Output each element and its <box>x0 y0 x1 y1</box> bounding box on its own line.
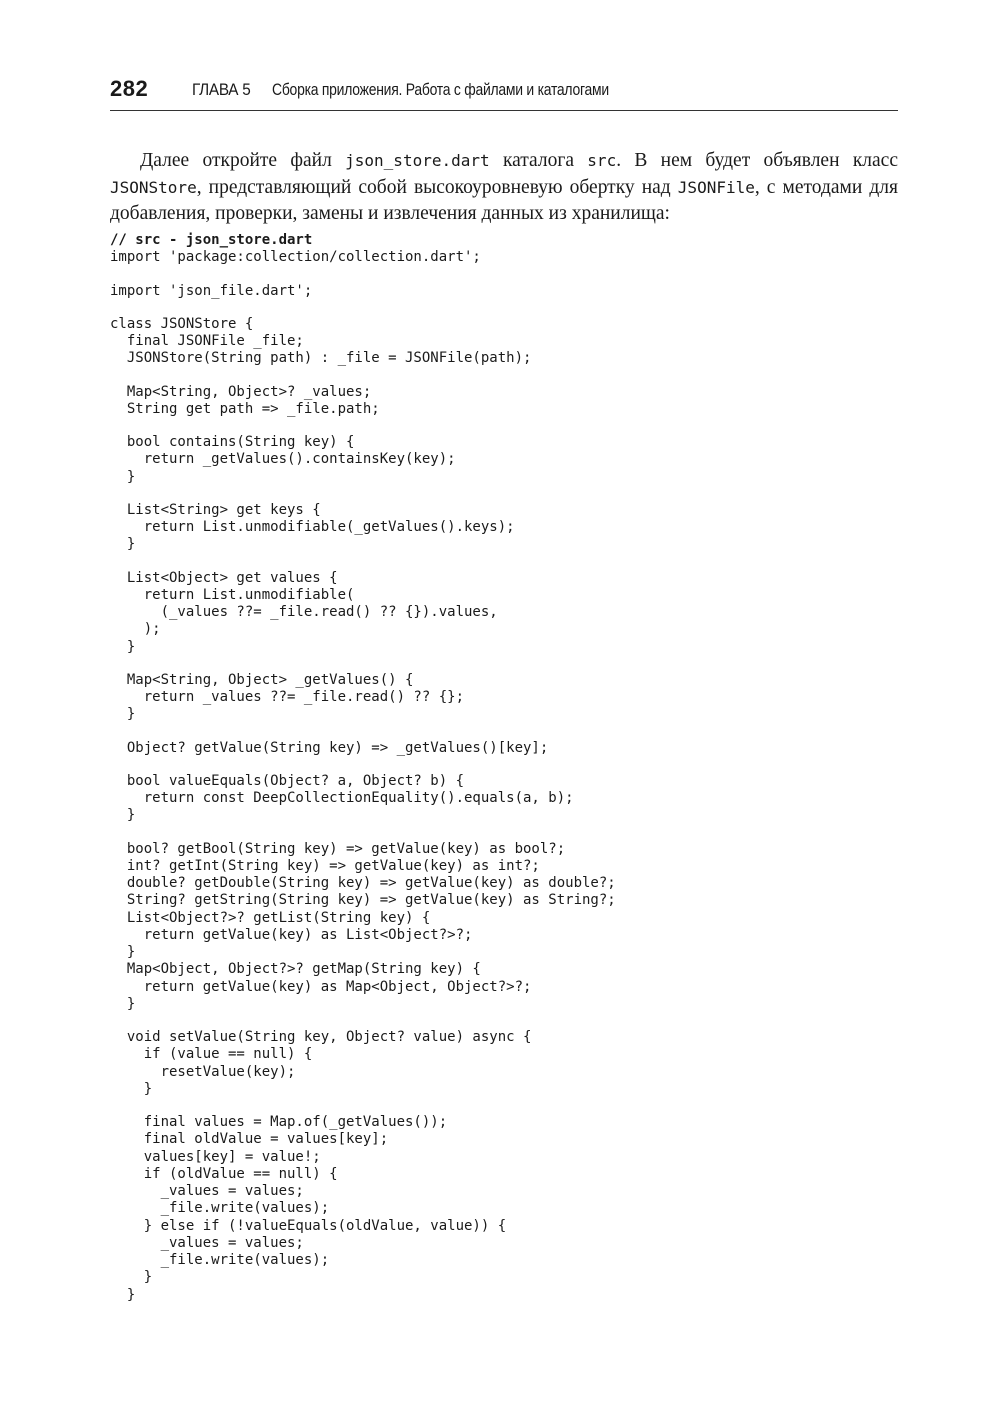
inline-code-class: JSONFile <box>677 177 755 197</box>
code-line: } <box>110 944 136 960</box>
code-line: if (value == null) { <box>110 1046 313 1063</box>
code-line: return _values ??= _file.read() ?? {}; <box>110 689 465 705</box>
code-blank-line <box>110 724 898 740</box>
page-header <box>110 76 898 111</box>
intro-text: , представляющий собой высокоуровневую обертку над <box>196 176 678 198</box>
code-line: return _getValues().containsKey(key); <box>110 451 456 468</box>
code-line: _values = values; <box>110 1234 304 1251</box>
code-line: return List.unmodifiable( <box>110 586 355 603</box>
code-line: Object? getValue(String key) => _getValues()[key]; <box>110 739 549 756</box>
code-blank-line <box>110 368 898 384</box>
code-line: } <box>110 1080 153 1097</box>
code-blank-line <box>110 757 898 773</box>
code-blank-line <box>110 300 898 316</box>
code-blank-line <box>110 1013 898 1029</box>
code-line: } <box>110 706 136 723</box>
code-listing <box>110 232 898 1304</box>
code-line: _values = values; <box>110 1183 304 1199</box>
page-number: 282 <box>110 76 149 101</box>
code-line: return List.unmodifiable(_getValues().keys); <box>110 519 515 535</box>
code-line: ); <box>110 621 161 638</box>
code-line: final JSONFile _file; <box>110 333 304 349</box>
code-line: } <box>110 536 136 553</box>
code-line: } <box>110 995 136 1012</box>
code-line: Map<String, Object> _getValues() { <box>110 671 414 688</box>
chapter-title: Сборка приложения. Работа с файлами и каталогами <box>272 80 609 99</box>
intro-text: Далее откройте файл <box>140 150 346 171</box>
code-line: bool contains(String key) { <box>110 434 355 450</box>
code-line: bool? getBool(String key) => getValue(key) as bool?; <box>110 840 566 857</box>
code-line: String get path => _file.path; <box>110 400 380 417</box>
code-blank-line <box>110 825 898 841</box>
code-line: Map<String, Object>? _values; <box>110 383 372 400</box>
code-line: } <box>110 1286 136 1303</box>
inline-code-filename: json_store.dart <box>345 151 490 170</box>
code-comment: // src - json_store.dart <box>110 232 313 248</box>
chapter-label: ГЛАВА 5 <box>192 80 251 99</box>
code-line: return const DeepCollectionEquality().equals(a, b); <box>110 790 574 806</box>
code-blank-line <box>110 656 898 672</box>
code-line: } <box>110 807 136 824</box>
intro-text: каталога <box>489 150 588 171</box>
code-line: void setValue(String key, Object? value) async { <box>110 1029 532 1045</box>
code-line: import 'json_file.dart'; <box>110 282 313 299</box>
code-line: if (oldValue == null) { <box>110 1165 338 1182</box>
code-line: List<String> get keys { <box>110 501 321 518</box>
code-blank-line <box>110 267 898 283</box>
code-line: resetValue(key); <box>110 1063 296 1080</box>
code-line: Map<Object, Object?>? getMap(String key) { <box>110 961 481 978</box>
code-line: (_values ??= _file.read() ?? {}).values, <box>110 604 498 620</box>
code-line: } else if (!valueEquals(oldValue, value)) { <box>110 1217 507 1234</box>
code-line: _file.write(values); <box>110 1200 330 1217</box>
inline-code-class: JSONStore <box>110 177 197 197</box>
intro-paragraph <box>110 148 898 228</box>
code-line: } <box>110 468 136 485</box>
code-blank-line <box>110 1098 898 1114</box>
code-line: _file.write(values); <box>110 1252 330 1268</box>
code-line: bool valueEquals(Object? a, Object? b) { <box>110 772 465 789</box>
intro-text: . В нем будет объявлен класс <box>616 150 898 171</box>
code-line: List<Object> get values { <box>110 569 338 586</box>
code-line: import 'package:collection/collection.dart'; <box>110 249 481 266</box>
code-line: List<Object?>? getList(String key) { <box>110 909 431 926</box>
code-blank-line <box>110 554 898 570</box>
code-line: int? getInt(String key) => getValue(key) as int?; <box>110 857 540 874</box>
code-line: JSONStore(String path) : _file = JSONFile(path); <box>110 350 532 367</box>
code-line: values[key] = value!; <box>110 1148 321 1165</box>
inline-code-dir: src <box>587 151 617 170</box>
code-line: class JSONStore { <box>110 315 254 332</box>
code-line: final values = Map.of(_getValues()); <box>110 1114 448 1130</box>
code-line: return getValue(key) as List<Object?>?; <box>110 926 473 943</box>
code-line: } <box>110 1269 153 1286</box>
intro-text: , с методами для добавления, проверки, замены и извлечения данных из хранилища: <box>110 176 898 224</box>
code-line: String? getString(String key) => getValue(key) as String?; <box>110 892 616 909</box>
code-line: double? getDouble(String key) => getValue(key) as double?; <box>110 875 616 891</box>
code-line: } <box>110 638 136 655</box>
code-blank-line <box>110 486 898 502</box>
code-line: final oldValue = values[key]; <box>110 1131 389 1148</box>
code-line: return getValue(key) as Map<Object, Object?>?; <box>110 978 532 995</box>
code-blank-line <box>110 418 898 434</box>
